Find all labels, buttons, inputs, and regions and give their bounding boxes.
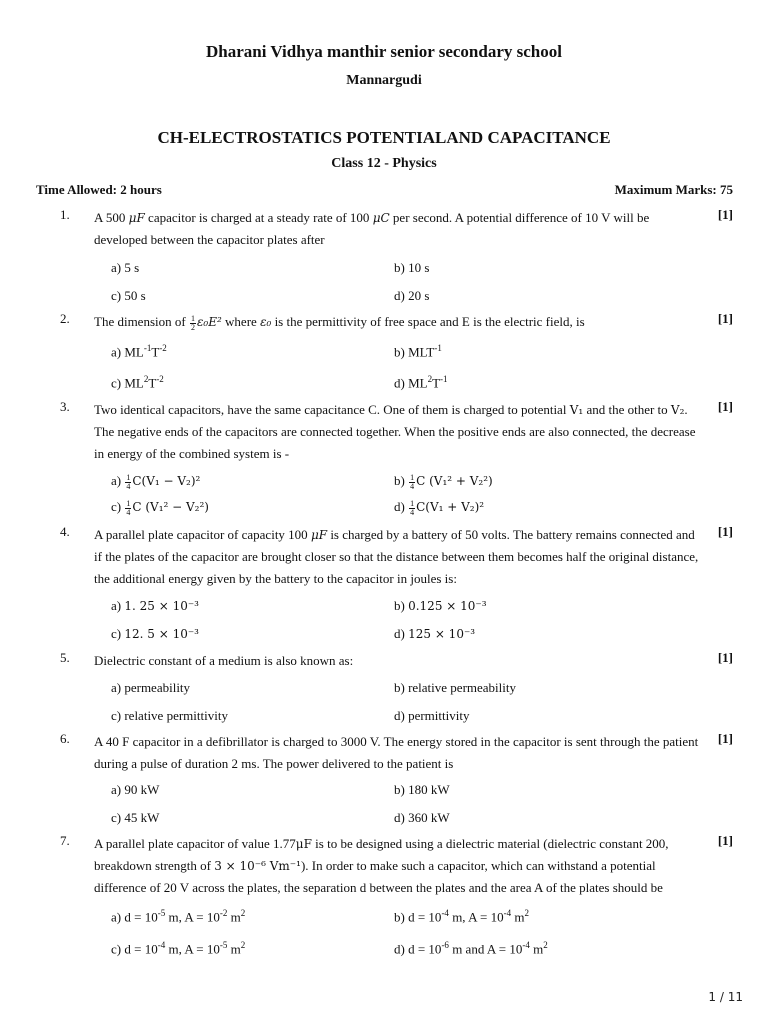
text-fragment: is charged by a battery of 50 volts. The battery remains connected and if the plates of the capacitor are brought closer so that the distance between them becomes half the original distance, the additional energy given by the battery to the capacitor in joules is: bbox=[94, 527, 699, 586]
text-fragment: A parallel plate capacitor of capacity 100 bbox=[94, 527, 308, 542]
question-marks: [1] bbox=[717, 207, 733, 222]
math-expression: ε₀E² bbox=[196, 315, 222, 329]
option-d[interactable]: d) $ML^2T^{-1}$ bbox=[394, 374, 448, 391]
option-c[interactable]: c) $ML^2T^{-2}$ bbox=[111, 374, 164, 391]
maximum-marks: Maximum Marks: 75 bbox=[614, 182, 733, 197]
option-a[interactable]: a) $d = 10^{-5}$ m, $A = 10^{-2}$ $m^2$ bbox=[111, 908, 246, 925]
math-symbol: ε₀ bbox=[260, 315, 272, 329]
option-a[interactable]: a) 1. 25 × 10⁻³ bbox=[111, 598, 199, 613]
option-d[interactable]: d) permittivity bbox=[394, 708, 470, 723]
question-text bbox=[94, 207, 702, 251]
option-c[interactable]: c) 50 s bbox=[111, 288, 146, 303]
question-marks: [1] bbox=[717, 311, 733, 326]
math-unit: μF bbox=[128, 211, 145, 225]
option-b[interactable]: b) 10 s bbox=[394, 260, 430, 275]
text-fragment: A 500 bbox=[94, 210, 126, 225]
question-number: 6. bbox=[60, 731, 70, 746]
question-number: 3. bbox=[60, 399, 70, 414]
town-name: Mannargudi bbox=[346, 73, 422, 88]
text-fragment: Two identical capacitors, have the same capacitance C. One of them is charged to potential bbox=[94, 402, 567, 417]
math-symbol: V₁ bbox=[569, 403, 584, 417]
option-c[interactable]: c) 45 kW bbox=[111, 810, 160, 825]
option-d[interactable]: d) 125 × 10⁻³ bbox=[394, 626, 476, 641]
text-fragment: where bbox=[225, 314, 257, 329]
fraction-half: $\frac{1}{2}$ bbox=[190, 313, 195, 332]
option-c[interactable]: c) 12. 5 × 10⁻³ bbox=[111, 626, 199, 641]
question-number: 1. bbox=[60, 207, 70, 222]
option-b[interactable]: b) 0.125 × 10⁻³ bbox=[394, 598, 487, 613]
text-fragment: is to be designed using a dielectric material (dielectric constant 200, breakdown strength of bbox=[94, 836, 669, 873]
option-a[interactable]: a) 5 s bbox=[111, 260, 140, 275]
time-allowed: Time Allowed: 2 hours bbox=[36, 182, 162, 197]
text-fragment: The dimension of bbox=[94, 314, 186, 329]
text-fragment: A parallel plate capacitor of value 1.77 bbox=[94, 836, 296, 851]
question-number: 7. bbox=[60, 833, 70, 848]
option-a[interactable]: a) 90 kW bbox=[111, 782, 160, 797]
question-number: 2. bbox=[60, 311, 70, 326]
option-d[interactable]: d) $\frac{1}{4}$ C(V₁ + V₂)² bbox=[394, 498, 485, 517]
question-marks: [1] bbox=[717, 399, 733, 414]
question-number: 4. bbox=[60, 524, 70, 539]
text-fragment: ). In order to make such a capacitor, which can withstand a potential difference of 20 V across the plates, the separation d between the plates and the area A of the plates should be bbox=[94, 858, 663, 895]
option-b[interactable]: b) relative permeability bbox=[394, 680, 517, 695]
option-d[interactable]: d) 20 s bbox=[394, 288, 430, 303]
option-a[interactable]: a) $\frac{1}{4}$ C(V₁ − V₂)² bbox=[111, 472, 201, 491]
option-a[interactable]: a) permeability bbox=[111, 680, 191, 695]
option-c[interactable]: c) relative permittivity bbox=[111, 708, 228, 723]
option-b[interactable]: b) 180 kW bbox=[394, 782, 450, 797]
math-unit: μF bbox=[295, 837, 312, 851]
school-name: Dharani Vidhya manthir senior secondary school bbox=[206, 42, 562, 61]
question-text: Dielectric constant of a medium is also known as: bbox=[94, 653, 354, 668]
text-fragment: and the other to bbox=[586, 402, 668, 417]
math-symbol: V₂ bbox=[670, 403, 685, 417]
class-subject: Class 12 - Physics bbox=[331, 156, 437, 171]
question-text bbox=[94, 524, 702, 590]
question-number: 5. bbox=[60, 650, 70, 665]
text-fragment: is the permittivity of free space and E is the electric field, is bbox=[274, 314, 585, 329]
question-text: A 40 F capacitor in a defibrillator is charged to 3000 V. The energy stored in the capacitor is sent through the patient during a pulse of duration 2 ms. The power delivered to the patient is bbox=[94, 734, 699, 771]
text-fragment: capacitor is charged at a steady rate of 100 bbox=[148, 210, 370, 225]
math-unit: μF bbox=[310, 528, 328, 542]
option-a[interactable]: a) $ML^{-1}T^{-2}$ bbox=[111, 343, 167, 360]
option-c[interactable]: c) $\frac{1}{4}$ C (V₁² − V₂²) bbox=[111, 498, 209, 517]
option-c[interactable]: c) $d = 10^{-4}$ m, $A = 10^{-5}$ $m^2$ bbox=[111, 940, 246, 957]
question-marks: [1] bbox=[717, 650, 733, 665]
page-number: 1 / 11 bbox=[708, 990, 743, 1004]
option-b[interactable]: b) $MLT^{-1}$ bbox=[394, 343, 442, 360]
question-marks: [1] bbox=[717, 731, 733, 746]
question-text bbox=[94, 399, 702, 465]
question-text bbox=[94, 833, 702, 899]
math-expression: 3 × 10⁻⁶ Vm⁻¹ bbox=[214, 859, 301, 873]
option-b[interactable]: b) $d = 10^{-4}$ m, $A = 10^{-4}$ $m^2$ bbox=[394, 908, 529, 925]
text-fragment: . The negative ends of the capacitors are connected together. When the positive ends are also connected, the decrease in energy of the combined system is - bbox=[94, 402, 696, 461]
question-marks: [1] bbox=[717, 833, 733, 848]
chapter-title: CH-ELECTROSTATICS POTENTIALAND CAPACITANCE bbox=[157, 128, 611, 147]
text-fragment: per second. A potential difference of 10 V will be developed between the capacitor plates after bbox=[94, 210, 650, 247]
option-b[interactable]: b) $\frac{1}{4}$ C (V₁² + V₂²) bbox=[394, 472, 493, 491]
math-unit: μC bbox=[372, 211, 390, 225]
question-marks: [1] bbox=[717, 524, 733, 539]
question-text bbox=[94, 311, 702, 333]
option-d[interactable]: d) 360 kW bbox=[394, 810, 450, 825]
option-d[interactable]: d) $d = 10^{-6}$ m and $A = 10^{-4}$ $m^2$ bbox=[394, 940, 548, 957]
